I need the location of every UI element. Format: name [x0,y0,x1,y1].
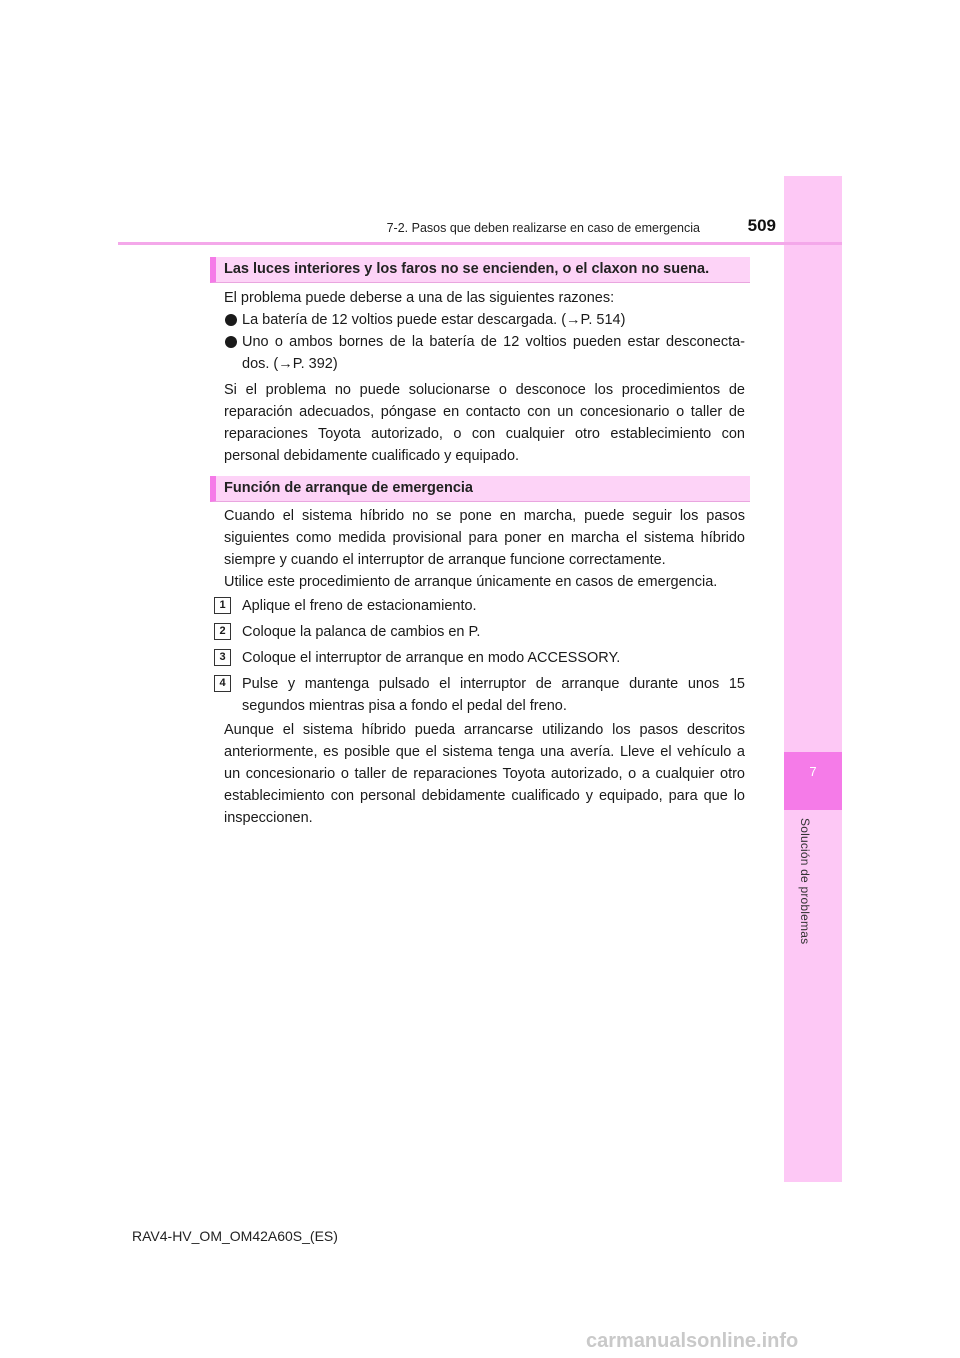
section2-intro: Cuando el sistema híbrido no se pone en marcha, puede seguir los pasos siguientes como medida provisional para poner en marcha el sistema híbrido siempre y cuando el interruptor de arranque funcione correctamente. [224,508,745,568]
section2-intro-note: Utilice este procedimiento de arranque únicamente en casos de emergencia. [224,574,718,590]
bullet-text: Uno o ambos bornes de la batería de 12 voltios pueden estar desconecta-dos. (→P. 392) [242,334,745,372]
chapter-label: Solución de problemas [798,818,812,945]
step-number-badge: 4 [214,675,231,692]
chapter-side-tab [784,176,842,1182]
page-number: 509 [747,216,776,235]
watermark: carmanualsonline.info [586,1330,799,1352]
chapter-number: 7 [809,764,817,779]
step-text: Pulse y mantenga pulsado el interruptor de arranque durante unos 15 segundos mientras pisa a fondo el pedal del freno. [242,676,745,714]
bullet-text: La batería de 12 voltios puede estar descargada. (→P. 514) [242,312,626,328]
running-header: 7-2. Pasos que deben realizarse en caso de emergencia [386,221,700,235]
step-text: Aplique el freno de estacionamiento. [242,598,477,614]
bullet-item [224,331,745,375]
bullet-dot-icon [225,314,237,326]
bullet-item [224,309,745,331]
section-heading-text: Las luces interiores y los faros no se encienden, o el claxon no suena. [224,261,710,277]
section1-closing: Si el problema no puede solucionarse o desconoce los procedimientos de reparación adecuados, póngase en contacto con un concesionario o taller de reparaciones Toyota autorizado, o con cualquier otro establecimiento con personal debidamente cualificado y equipado. [224,382,745,464]
header-rule [118,242,842,245]
section1-intro: El problema puede deberse a una de las siguientes razones: [224,290,615,306]
section-heading-emergency-start [210,476,750,502]
step-text: Coloque la palanca de cambios en P. [242,624,481,640]
step-text: Coloque el interruptor de arranque en modo ACCESSORY. [242,650,621,666]
chapter-indicator [784,752,842,810]
bullet-dot-icon [225,336,237,348]
step-number-badge: 2 [214,623,231,640]
section-heading-text: Función de arranque de emergencia [224,480,473,496]
step-number-badge: 1 [214,597,231,614]
step-number-badge: 3 [214,649,231,666]
model-code: RAV4-HV_OM_OM42A60S_(ES) [132,1228,338,1244]
section-heading-lights [210,257,750,283]
section2-closing: Aunque el sistema híbrido pueda arrancarse utilizando los pasos descritos anteriormente, es posible que el sistema tenga una avería. Lleve el vehículo a un concesionario o taller de reparaciones Toyota autorizado, o a cualquier otro establecimiento con personal debidamente cualificado y equipado, para que lo inspeccionen. [224,722,745,826]
